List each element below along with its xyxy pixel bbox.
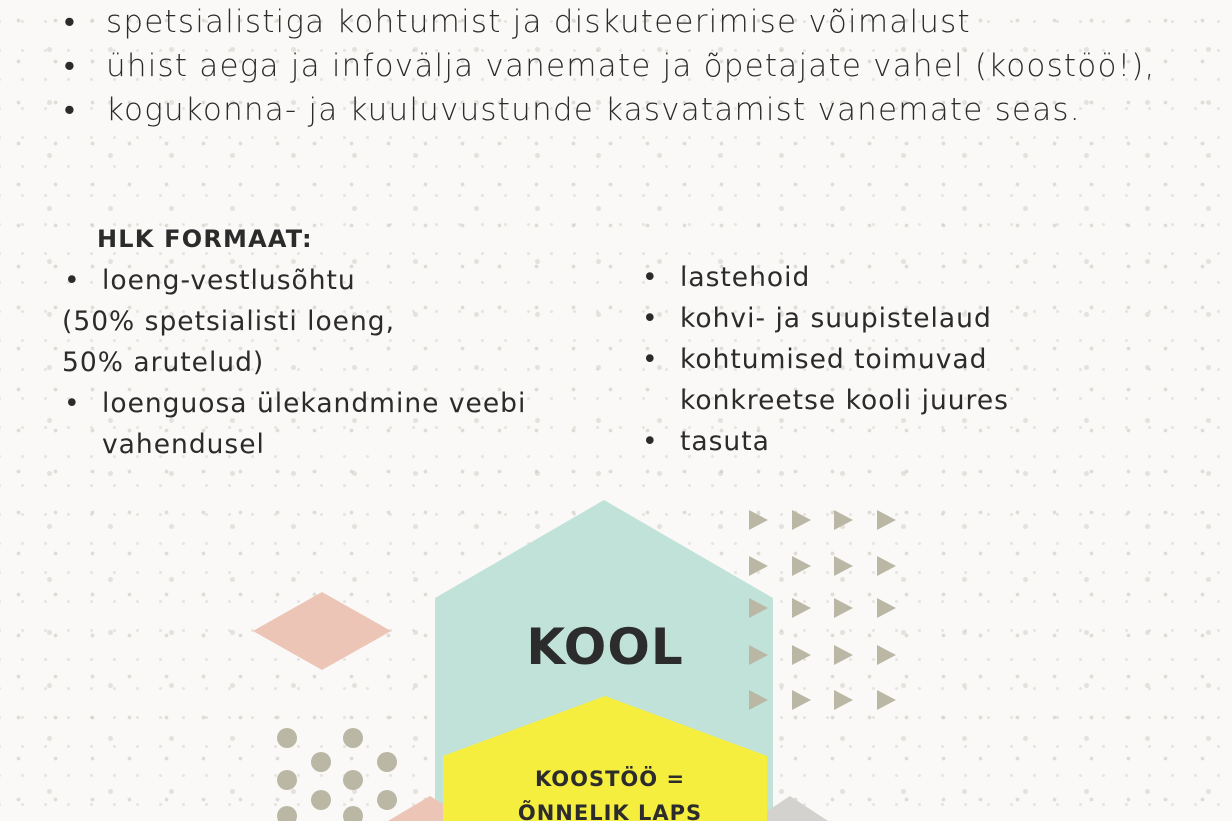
pink-diamond-shape: [253, 592, 391, 670]
triangle-icon: [877, 556, 896, 576]
list-item: • tasuta: [640, 421, 1009, 462]
list-item: • spetsialistiga kohtumist ja diskuteerimise võimalust: [62, 0, 1168, 44]
dot-icon: [343, 770, 363, 790]
dot-pattern: [277, 728, 397, 821]
dot-icon: [277, 728, 297, 748]
list-item: • kohtumised toimuvad: [640, 339, 1009, 380]
dot-icon: [343, 806, 363, 821]
list-item-continuation: konkreetse kooli juures: [680, 385, 1009, 416]
triangle-icon: [749, 556, 768, 576]
triangle-icon: [877, 690, 896, 710]
triangle-icon: [834, 556, 853, 576]
list-item: • kogukonna- ja kuuluvustunde kasvatamist vanemate seas.: [62, 88, 1168, 132]
dot-icon: [311, 790, 331, 810]
dot-icon: [311, 752, 331, 772]
triangle-icon: [792, 645, 811, 665]
triangle-icon: [792, 690, 811, 710]
triangle-icon: [834, 510, 853, 530]
triangle-icon: [749, 510, 768, 530]
triangle-icon: [792, 556, 811, 576]
list-item-continuation: vahendusel: [102, 429, 265, 460]
triangle-icon: [792, 598, 811, 618]
triangle-icon: [792, 510, 811, 530]
dot-icon: [377, 752, 397, 772]
kool-label: KOOL: [526, 618, 684, 676]
koostoo-label-line: ÕNNELIK LAPS: [517, 801, 703, 821]
triangle-icon: [834, 645, 853, 665]
koostoo-label-line: KOOSTÖÖ =: [534, 767, 686, 791]
list-item: • kohvi- ja suupistelaud: [640, 298, 1009, 339]
dot-icon: [277, 770, 297, 790]
format-note-line: 50% arutelud): [62, 347, 265, 378]
dot-icon: [343, 728, 363, 748]
list-item: • loeng-vestlusõhtu: [62, 260, 526, 301]
dot-icon: [277, 806, 297, 821]
list-item: • ühist aega ja infovälja vanemate ja õpetajate vahel (koostöö!),: [62, 44, 1168, 88]
list-item: • loenguosa ülekandmine veebi: [62, 383, 526, 424]
triangle-icon: [834, 690, 853, 710]
triangle-icon: [877, 645, 896, 665]
format-note-line: (50% spetsialisti loeng,: [62, 306, 396, 337]
dot-icon: [377, 790, 397, 810]
format-heading: HLK FORMAAT:: [97, 225, 313, 253]
list-item: • lastehoid: [640, 257, 1009, 298]
koostoo-label: [470, 762, 750, 821]
triangle-icon: [877, 598, 896, 618]
triangle-icon: [877, 510, 896, 530]
triangle-icon: [834, 598, 853, 618]
